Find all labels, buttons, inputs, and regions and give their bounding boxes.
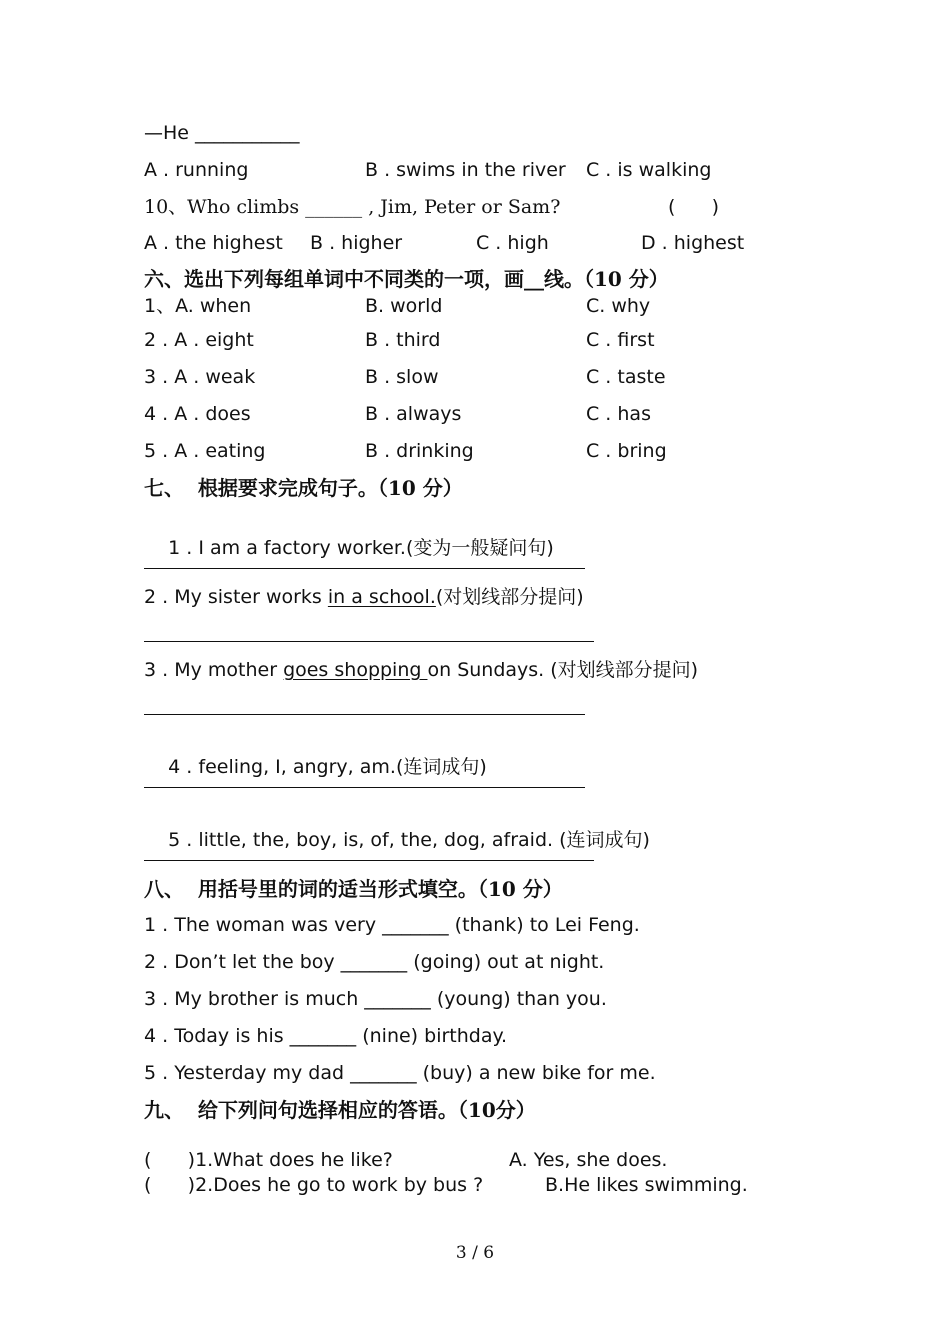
s7-item5 — [144, 804, 650, 876]
s6-row3-b: B . slow — [365, 366, 439, 388]
s7-item3-underlined: goes shopping — [283, 659, 428, 681]
s8-item1: 1 . The woman was very _______ (thank) to Lei Feng. — [144, 914, 640, 936]
s7-item4-answer-line — [144, 787, 585, 788]
section9-title: 九、 给下列问句选择相应的答语。（10分） — [144, 1098, 536, 1122]
s7-item2-text: 2 . My sister works — [144, 586, 328, 608]
s6-row2-c: C . first — [586, 329, 655, 351]
s7-item4 — [144, 731, 487, 803]
s7-item2-underlined: in a school. — [327, 586, 436, 608]
s7-item1-answer-line — [144, 568, 585, 569]
s7-item2 — [144, 585, 584, 609]
s6-row5-c: C . bring — [586, 440, 667, 462]
q9-option-b: B . swims in the river — [365, 159, 566, 181]
s9-q2: ( )2.Does he go to work by bus ? — [144, 1174, 484, 1196]
s7-item3-answer-line — [144, 714, 585, 715]
q10-option-c: C . high — [476, 232, 549, 254]
s6-row4-a: 4 . A . does — [144, 403, 251, 425]
s6-row1-c: C. why — [586, 295, 651, 317]
s6-row1-b: B. world — [365, 295, 443, 317]
s7-item5-answer-line — [144, 860, 594, 861]
s7-item1 — [144, 512, 554, 584]
s9-q1: ( )1.What does he like? — [144, 1149, 393, 1171]
section7-title: 七、 根据要求完成句子。（10 分） — [144, 476, 463, 500]
s8-item3: 3 . My brother is much _______ (young) than you. — [144, 988, 607, 1010]
q9-option-c: C . is walking — [586, 159, 712, 181]
q10-option-b: B . higher — [310, 232, 403, 254]
s7-item2-answer-line — [144, 641, 594, 642]
q10-question: 10、Who climbs ______ , Jim, Peter or Sam? — [144, 196, 561, 218]
page-number: 3 / 6 — [455, 1243, 495, 1263]
section8-title: 八、 用括号里的词的适当形式填空。（10 分） — [144, 877, 563, 901]
s9-a2: B.He likes swimming. — [545, 1174, 748, 1196]
s7-item4-text: 4 . feeling, I, angry, am.(连词成句) — [168, 756, 487, 778]
s6-row2-b: B . third — [365, 329, 441, 351]
s6-row4-c: C . has — [586, 403, 651, 425]
q10-answer-paren: ( ) — [668, 196, 720, 218]
s6-row2-a: 2 . A . eight — [144, 329, 254, 351]
s9-a1: A. Yes, she does. — [509, 1149, 668, 1171]
s7-item2-instruction: (对划线部分提问) — [435, 586, 584, 608]
s6-row5-a: 5 . A . eating — [144, 440, 266, 462]
s6-row3-a: 3 . A . weak — [144, 366, 256, 388]
s6-row3-c: C . taste — [586, 366, 666, 388]
section6-title: 六、选出下列每组单词中不同类的一项，画__线。（10 分） — [144, 267, 669, 291]
s7-item1-text: 1 . I am a factory worker.(变为一般疑问句) — [168, 537, 554, 559]
s7-item3 — [144, 658, 698, 682]
q9-option-a: A . running — [144, 159, 249, 181]
q10-option-a: A . the highest — [144, 232, 283, 254]
s6-row5-b: B . drinking — [365, 440, 474, 462]
s8-item4: 4 . Today is his _______ (nine) birthday. — [144, 1025, 508, 1047]
s6-row4-b: B . always — [365, 403, 462, 425]
s8-item5: 5 . Yesterday my dad _______ (buy) a new bike for me. — [144, 1062, 656, 1084]
s7-item3-text: 3 . My mother — [144, 659, 284, 681]
q10-option-d: D . highest — [641, 232, 745, 254]
s7-item3-instruction: on Sundays. (对划线部分提问) — [427, 659, 699, 681]
s7-item5-text: 5 . little, the, boy, is, of, the, dog, afraid. (连词成句) — [168, 829, 650, 851]
q9-answer-line: —He ___________ — [144, 122, 300, 144]
s6-row1-a: 1、A. when — [144, 295, 252, 317]
s8-item2: 2 . Don’t let the boy _______ (going) out at night. — [144, 951, 605, 973]
